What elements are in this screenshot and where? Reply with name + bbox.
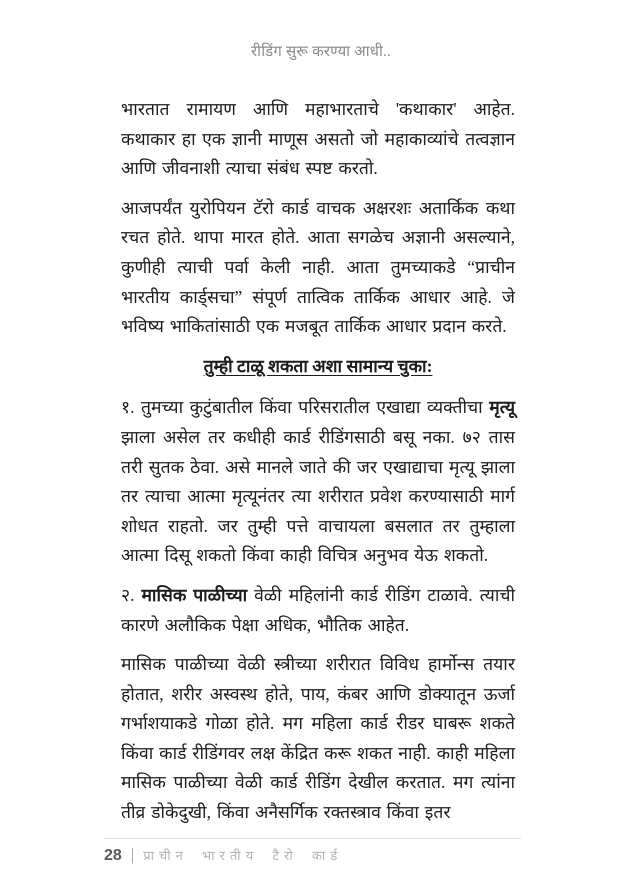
tarot-history-paragraph: आजपर्यंत युरोपियन टॅरो कार्ड वाचक अक्षरशः अतार्किक कथा रचत होते. थापा मारत होते. आता सगळेच अज्ञानी असल्याने, कुणीही त्याची पर्वा केली नाही. आता तुमच्याकडे “प्राचीन भारतीय कार्ड्सचा” संपूर्ण तात्विक तार्किक आधार आहे. जे भविष्य भाकितांसाठी एक मजबूत तार्किक आधार प्रदान करते.: [121, 197, 515, 337]
mistake-2-number: २.: [121, 584, 142, 605]
footer-separator: |: [130, 845, 135, 864]
mistake-1-paragraph: [121, 393, 515, 571]
mistake-1-text-start: १. तुमच्या कुटुंबातील किंवा परिसरातील एखाद्या व्यक्तीचा: [121, 397, 490, 418]
intro-paragraph: भारतात रामायण आणि महाभारताचे 'कथाकार' आहेत. कथाकार हा एक ज्ञानी माणूस असतो जो महाकाव्यांचे तत्वज्ञान आणि जीवनाशी त्याचा संबंध स्पष्ट करतो.: [121, 99, 515, 179]
footer-rule: [104, 838, 521, 839]
footer-line: [104, 845, 521, 865]
mistake-2-paragraph: [121, 581, 515, 640]
mistake-2-text-rest: वेळी महिलांनी कार्ड रीडिंग टाळावे. त्याची कारणे अलौकिक पेक्षा अधिक, भौतिक आहेत.: [121, 584, 516, 635]
mistake-2-bold-phrase: मासिक पाळीच्या: [141, 584, 248, 605]
menstruation-detail-paragraph: मासिक पाळीच्या वेळी स्त्रीच्या शरीरात विविध हार्मोन्स तयार होतात, शरीर अस्वस्थ होते, पाय, कंबर आणि डोक्यातून ऊर्जा गर्भाशयाकडे गोळा होते. मग महिला कार्ड रीडर घाबरू शकते किंवा कार्ड रीडिंगवर लक्ष केंद्रित करू शकत नाही. काही महिला मासिक पाळीच्या वेळी कार्ड रीडिंग देखील करतात. मग त्यांना तीव्र डोकेदुखी, किंवा अनैसर्गिक रक्तस्त्राव किंवा इतर: [121, 654, 515, 823]
mistake-1-text-rest: झाला असेल तर कधीही कार्ड रीडिंगसाठी बसू नका. ७२ तास तरी सुतक ठेवा. असे मानले जाते की जर एखाद्याचा मृत्यू झाला तर त्याचा आत्मा मृत्यूनंतर त्या शरीरात प्रवेश करण्यासाठी मार्ग शोधत राहतो. जर तुम्ही पत्ते वाचायला बसलात तर तुम्हाला आत्मा दिसू शकतो किंवा काही विचित्र अनुभव येऊ शकतो.: [121, 426, 515, 566]
book-title: प्राचीन भारतीय टैरो कार्ड: [143, 848, 343, 863]
content-area: [121, 95, 515, 828]
running-header: रीडिंग सुरू करण्या आधी..: [251, 44, 391, 60]
mistake-1-bold-word: मृत्यू: [489, 397, 515, 418]
page-footer: [104, 838, 521, 865]
mistakes-heading: [121, 352, 515, 382]
mistakes-heading-text: तुम्ही टाळू शकता अशा सामान्य चुका:: [203, 355, 433, 376]
page-number: 28: [104, 847, 122, 864]
